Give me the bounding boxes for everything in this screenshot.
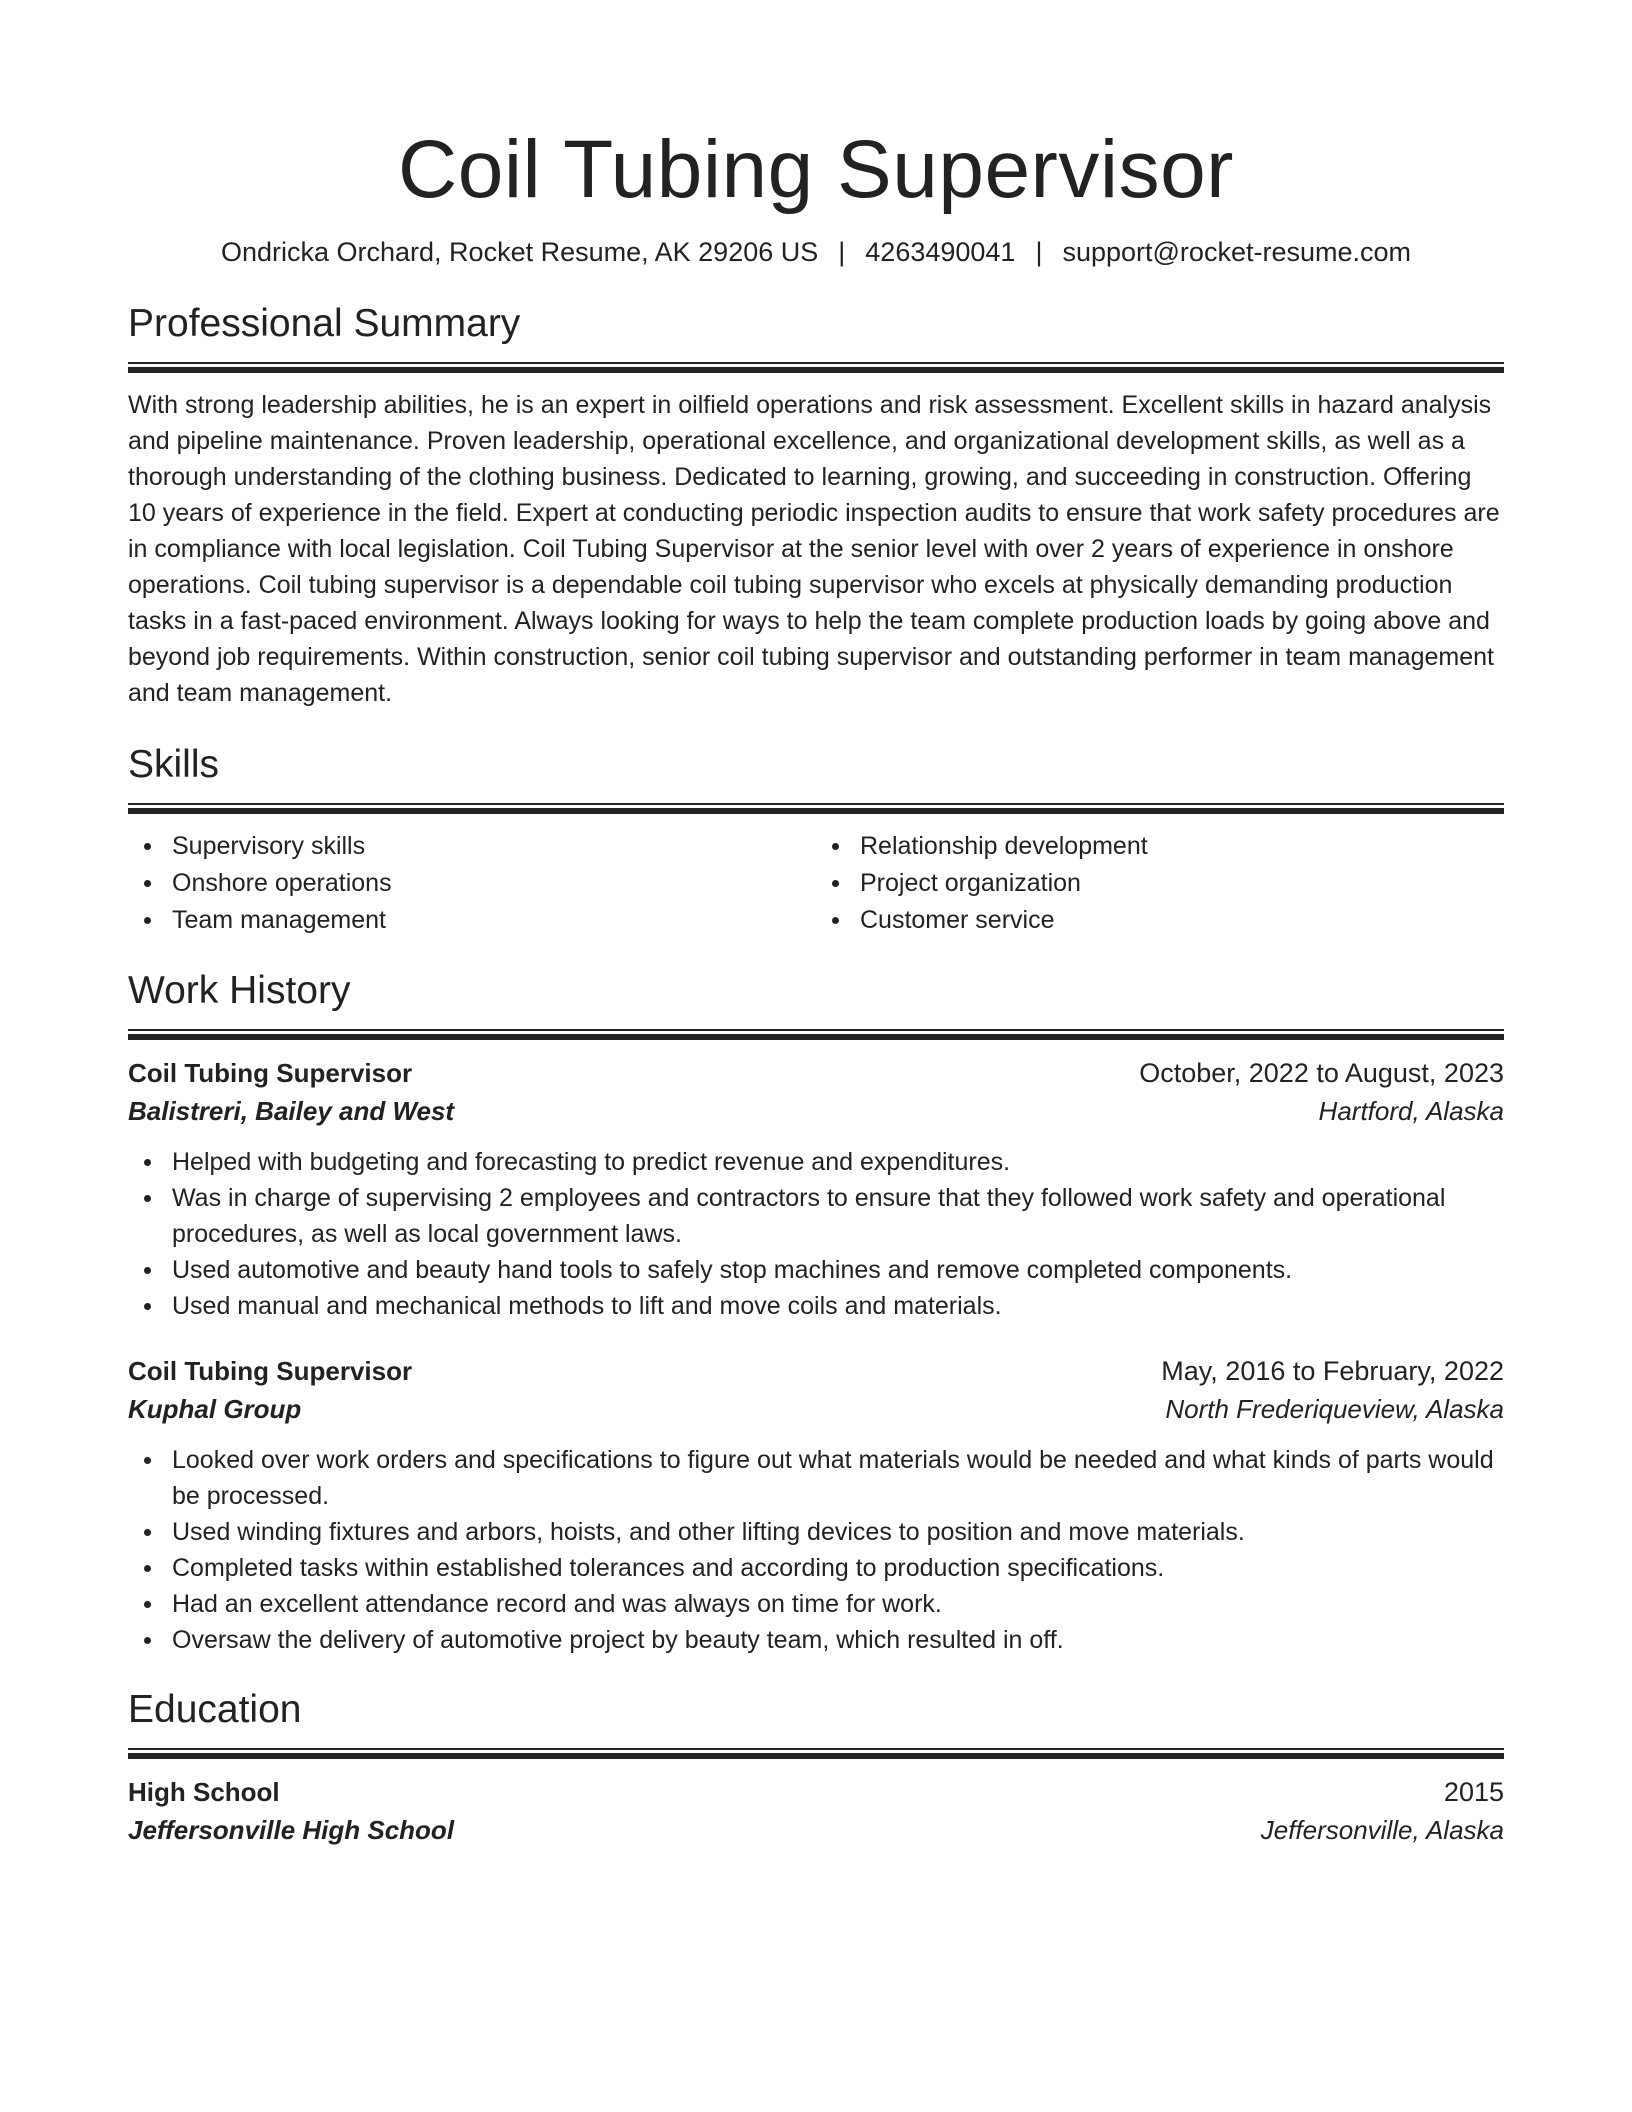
section-divider — [128, 1748, 1504, 1759]
summary-text: With strong leadership abilities, he is an expert in oilfield operations and risk assessment. Excellent skills in hazard analysis and pipeline maintenance. Proven leadership, operational excellence, and organizational development skills, as well as a thorough understanding of the clothing business. Dedicated to learning, growing, and succeeding in construction. Offering 10 years of experience in the field. Expert at conducting periodic inspection audits to ensure that work safety procedures are in compliance with local legislation. Coil Tubing Supervisor at the senior level with over 2 years of experience in onshore operations. Coil tubing supervisor is a dependable coil tubing supervisor who excels at physically demanding production tasks in a fast-paced environment. Always looking for ways to help the team complete production loads by going above and beyond job requirements. Within construction, senior coil tubing supervisor and outstanding performer in team management and team management. — [128, 391, 1500, 707]
job-bullets — [128, 1144, 1504, 1324]
contact-separator: | — [838, 237, 846, 267]
education-school: Jeffersonville High School — [128, 1815, 455, 1845]
job-location: North Frederiqueview, Alaska — [1165, 1394, 1504, 1424]
contact-email: support@rocket-resume.com — [1062, 237, 1411, 267]
skill-item: Supervisory skills — [128, 828, 816, 865]
job-header-row — [128, 1352, 1504, 1390]
job-dates: May, 2016 to February, 2022 — [1161, 1356, 1504, 1386]
job-bullet: Oversaw the delivery of automotive project by beauty team, which resulted in off. — [128, 1622, 1504, 1658]
job-bullet: Was in charge of supervising 2 employees and contractors to ensure that they followed work safety and operational procedures, as well as local government laws. — [128, 1180, 1504, 1252]
section-title-work: Work History — [128, 969, 351, 1012]
education-degree: High School — [128, 1777, 280, 1807]
education-section — [128, 1686, 1504, 1849]
job-dates: October, 2022 to August, 2023 — [1139, 1058, 1504, 1088]
job-company-row — [128, 1390, 1504, 1428]
resume-name: Coil Tubing Supervisor — [398, 124, 1234, 215]
skill-item: Team management — [128, 902, 816, 939]
section-divider — [128, 1029, 1504, 1040]
skill-item: Relationship development — [816, 828, 1504, 865]
job-header-row — [128, 1054, 1504, 1092]
work-section — [128, 967, 1504, 1658]
job-company: Kuphal Group — [128, 1394, 302, 1424]
section-title-summary: Professional Summary — [128, 302, 521, 345]
job-bullet: Helped with budgeting and forecasting to predict revenue and expenditures. — [128, 1144, 1504, 1180]
contact-line — [128, 234, 1504, 270]
contact-phone: 4263490041 — [865, 237, 1016, 267]
job-entry — [128, 1054, 1504, 1324]
job-location: Hartford, Alaska — [1318, 1096, 1504, 1126]
job-bullets — [128, 1442, 1504, 1658]
job-bullet: Looked over work orders and specifications to figure out what materials would be needed and what kinds of parts would be processed. — [128, 1442, 1504, 1514]
education-location: Jeffersonville, Alaska — [1260, 1815, 1504, 1845]
job-bullet: Had an excellent attendance record and was always on time for work. — [128, 1586, 1504, 1622]
summary-section — [128, 300, 1504, 711]
skills-list — [128, 828, 1504, 939]
skill-item: Onshore operations — [128, 865, 816, 902]
education-school-row — [128, 1811, 1504, 1849]
skills-section — [128, 741, 1504, 939]
contact-address: Ondricka Orchard, Rocket Resume, AK 29206 US — [220, 237, 819, 267]
section-divider — [128, 803, 1504, 814]
job-company-row — [128, 1092, 1504, 1130]
section-title-education: Education — [128, 1688, 302, 1731]
job-company: Balistreri, Bailey and West — [128, 1096, 455, 1126]
resume-page — [128, 0, 1504, 1849]
skill-item: Customer service — [816, 902, 1504, 939]
education-header-row — [128, 1773, 1504, 1811]
job-title: Coil Tubing Supervisor — [128, 1356, 413, 1386]
education-year: 2015 — [1443, 1777, 1504, 1807]
job-bullet: Used manual and mechanical methods to lift and move coils and materials. — [128, 1288, 1504, 1324]
contact-separator: | — [1035, 237, 1043, 267]
section-divider — [128, 362, 1504, 373]
job-bullet: Used winding fixtures and arbors, hoists, and other lifting devices to position and move materials. — [128, 1514, 1504, 1550]
skill-item: Project organization — [816, 865, 1504, 902]
job-bullet: Used automotive and beauty hand tools to safely stop machines and remove completed components. — [128, 1252, 1504, 1288]
job-entry — [128, 1352, 1504, 1658]
job-title: Coil Tubing Supervisor — [128, 1058, 413, 1088]
section-title-skills: Skills — [128, 743, 220, 786]
job-bullet: Completed tasks within established tolerances and according to production specifications. — [128, 1550, 1504, 1586]
